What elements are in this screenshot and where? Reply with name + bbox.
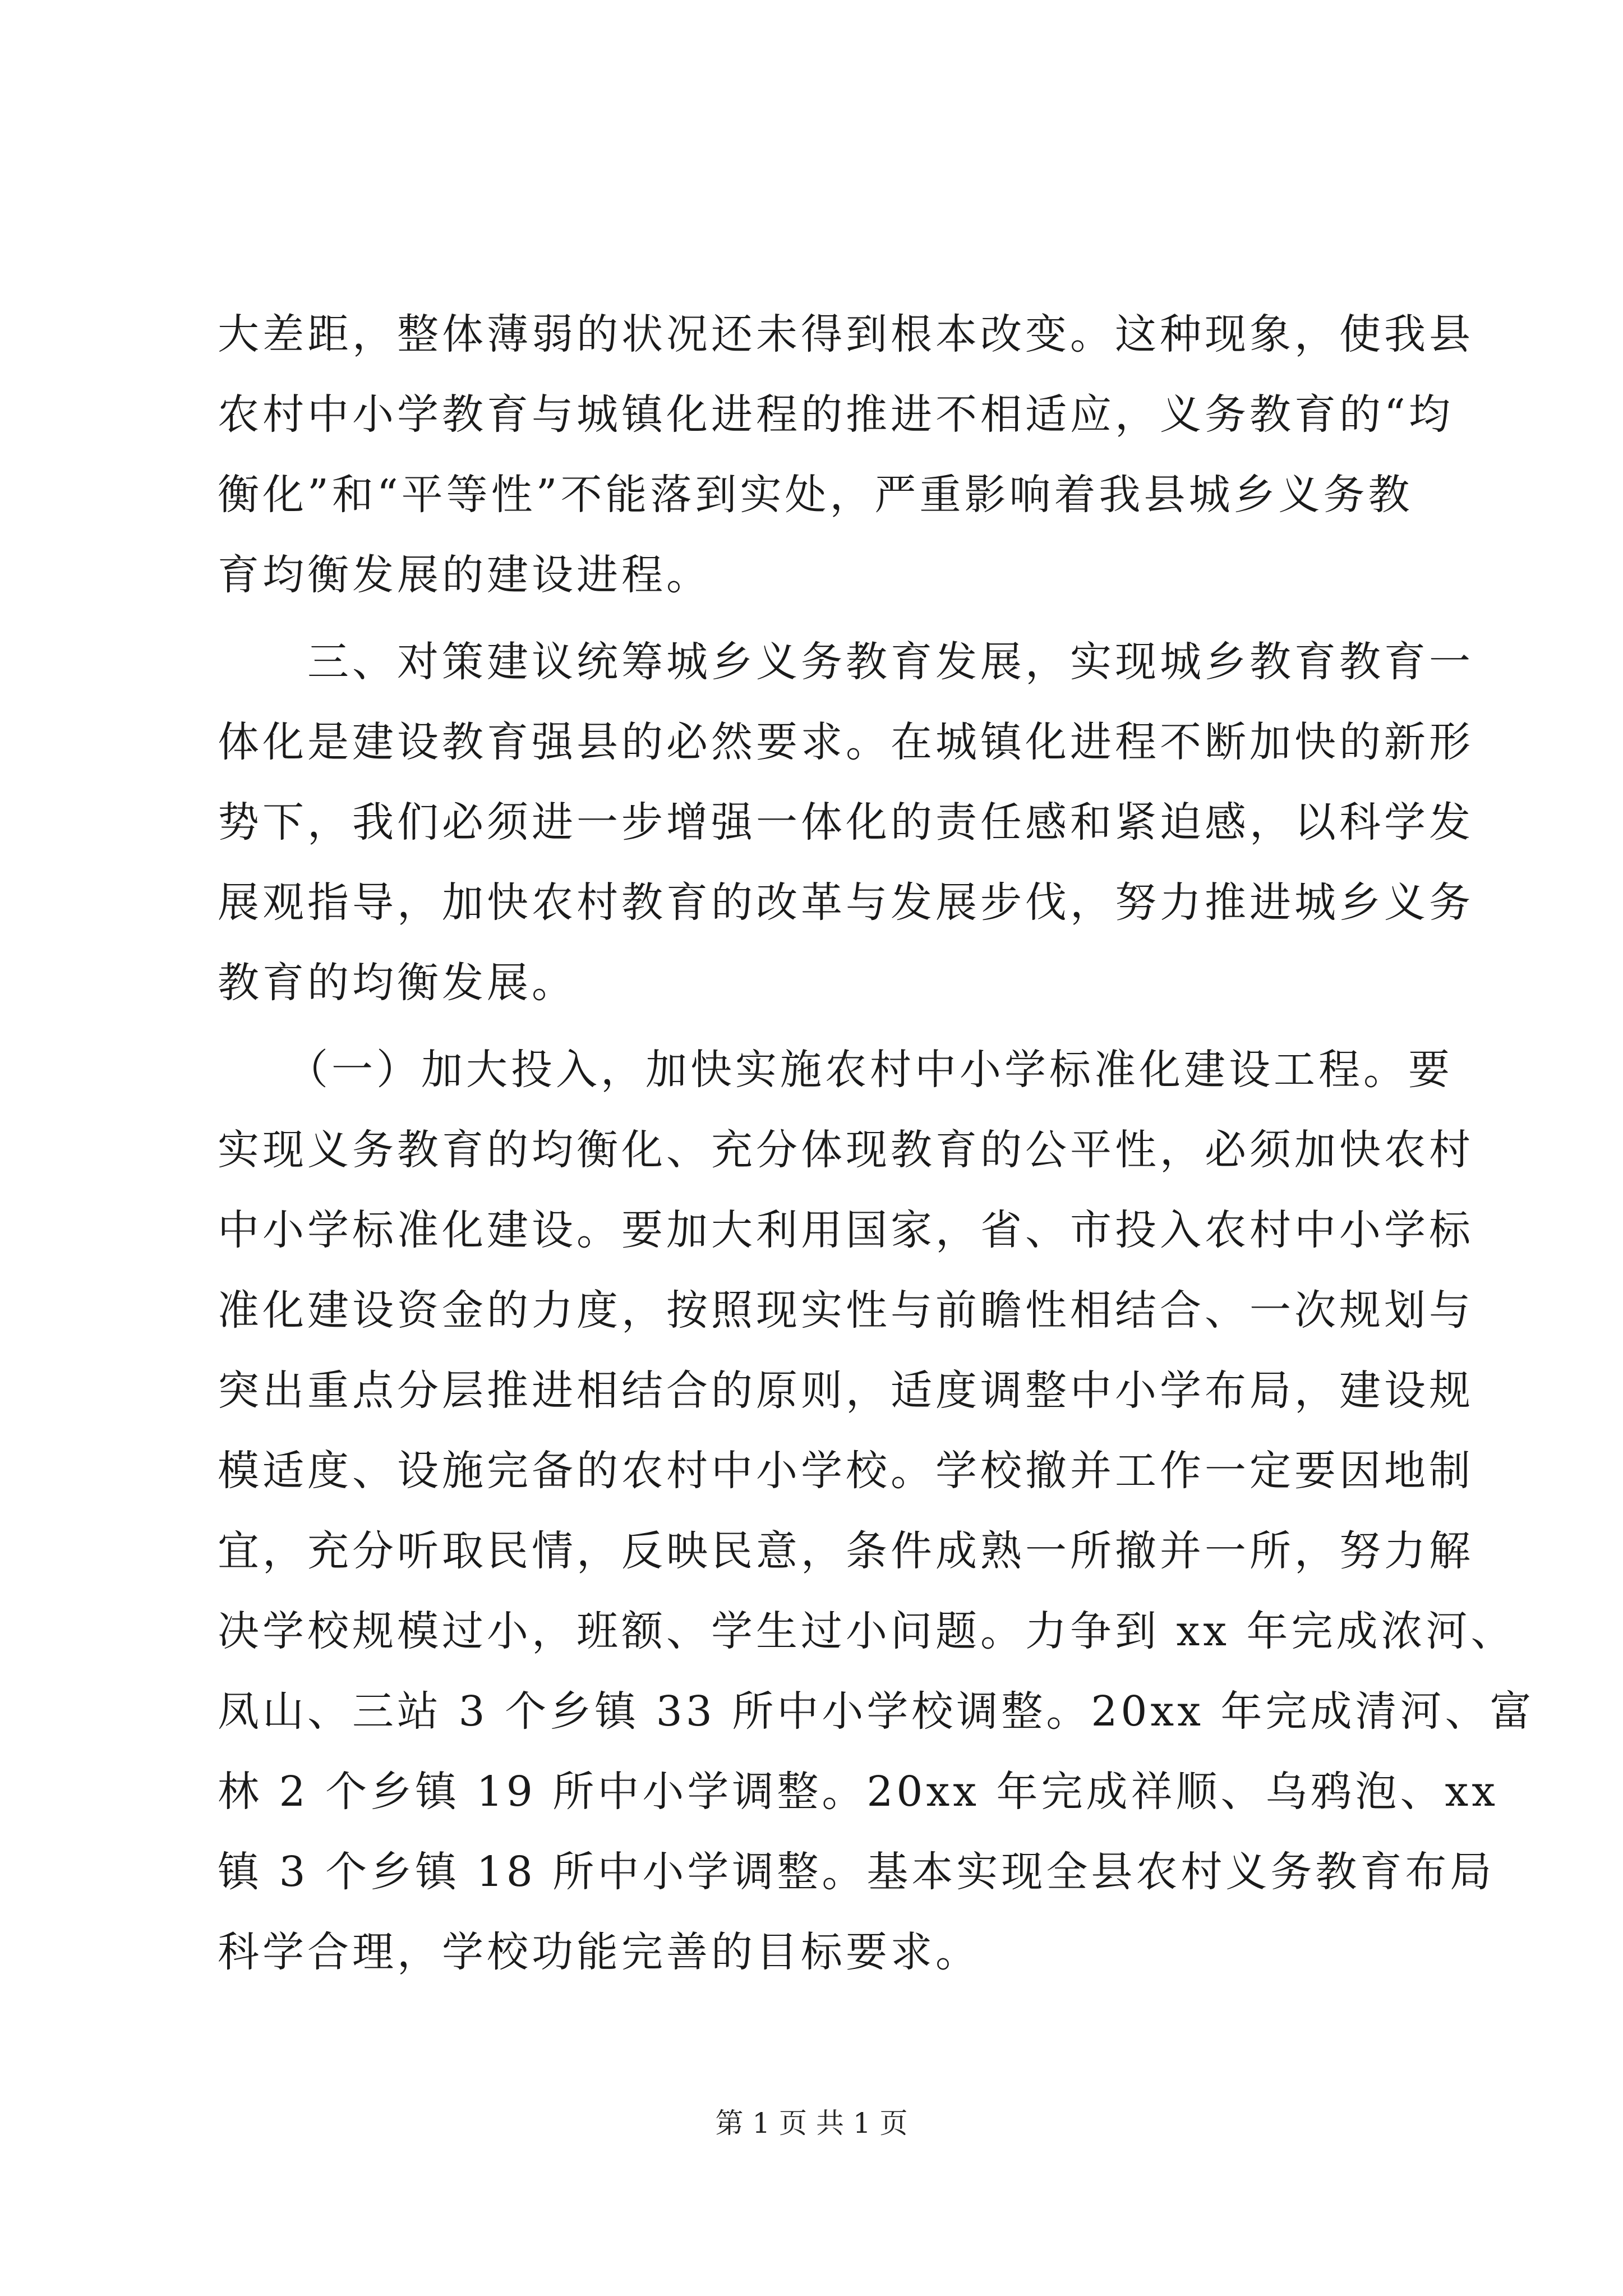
text-line: 衡化”和“平等性”不能落到实处，严重影响着我县城乡义务教 — [218, 471, 1413, 519]
text-line: 展观指导，加快农村教育的改革与发展步伐，努力推进城乡义务 — [218, 878, 1474, 927]
paragraph-gap — [218, 1023, 1429, 1030]
text-line: 中小学标准化建设。要加大利用国家，省、市投入农村中小学标 — [218, 1206, 1474, 1254]
text-line: 教育的均衡发展。 — [218, 959, 577, 1007]
paragraph-3 — [218, 1030, 1535, 1993]
text-line: 实现义务教育的均衡化、充分体现教育的公平性，必须加快农村 — [218, 1126, 1474, 1174]
document-body — [218, 295, 1535, 1993]
text-line: 凤山、三站 3 个乡镇 33 所中小学校调整。20xx 年完成清河、富 — [218, 1687, 1535, 1736]
paragraph-1 — [218, 295, 1474, 615]
paragraph-gap — [218, 615, 1429, 622]
text-line: 农村中小学教育与城镇化进程的推进不相适应，义务教育的“均 — [218, 390, 1454, 439]
text-line: 模适度、设施完备的农村中小学校。学校撤并工作一定要因地制 — [218, 1447, 1474, 1495]
text-line: 准化建设资金的力度，按照现实性与前瞻性相结合、一次规划与 — [218, 1286, 1474, 1335]
text-line: 突出重点分层推进相结合的原则，适度调整中小学布局，建设规 — [218, 1366, 1474, 1415]
text-line: 育均衡发展的建设进程。 — [218, 551, 711, 599]
text-line: 科学合理，学校功能完善的目标要求。 — [218, 1928, 980, 1976]
text-line: 宜，充分听取民情，反映民意，条件成熟一所撤并一所，努力解 — [218, 1527, 1474, 1575]
text-line: 决学校规模过小，班额、学生过小问题。力争到 xx 年完成浓河、 — [218, 1607, 1516, 1655]
page-footer — [0, 2101, 1623, 2141]
text-line: （一）加大投入，加快实施农村中小学标准化建设工程。要 — [218, 1046, 1453, 1094]
text-line: 体化是建设教育强县的必然要求。在城镇化进程不断加快的新形 — [218, 718, 1474, 766]
page-number: 第 1 页 共 1 页 — [715, 2107, 908, 2139]
text-line: 势下，我们必须进一步增强一体化的责任感和紧迫感，以科学发 — [218, 798, 1474, 846]
text-line: 镇 3 个乡镇 18 所中小学调整。基本实现全县农村义务教育布局 — [218, 1848, 1495, 1896]
text-line: 大差距，整体薄弱的状况还未得到根本改变。这种现象，使我县 — [218, 310, 1474, 358]
text-line: 林 2 个乡镇 19 所中小学调整。20xx 年完成祥顺、乌鸦泡、xx — [218, 1768, 1498, 1816]
paragraph-2 — [218, 622, 1474, 1023]
text-line: 三、对策建议统筹城乡义务教育发展，实现城乡教育教育一 — [218, 638, 1474, 686]
